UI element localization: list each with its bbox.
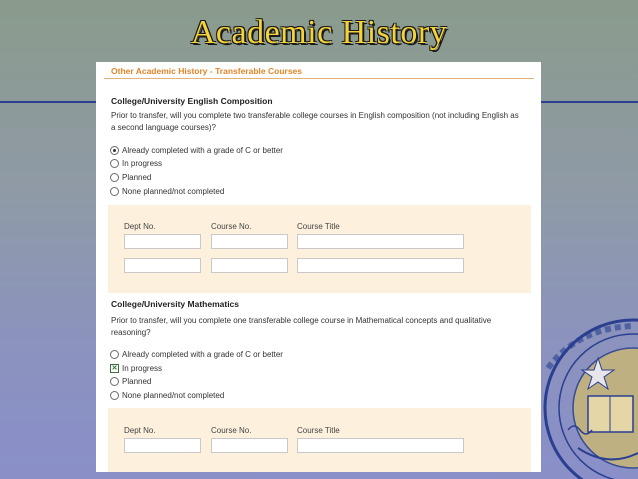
- col-label-dept: Dept No.: [124, 426, 156, 435]
- col-label-dept: Dept No.: [124, 222, 156, 231]
- panel-header: Other Academic History - Transferable Courses: [111, 66, 303, 76]
- option-label: Planned: [122, 172, 152, 182]
- option-math-in-progress[interactable]: [110, 362, 162, 374]
- radio-icon[interactable]: [110, 159, 119, 168]
- course-title-input[interactable]: [297, 438, 464, 453]
- section-title-math: College/University Mathematics: [111, 299, 240, 309]
- option-math-planned[interactable]: [110, 375, 151, 387]
- radio-icon[interactable]: [110, 173, 119, 182]
- dept-no-input[interactable]: [124, 438, 201, 453]
- dept-no-input[interactable]: [124, 234, 201, 249]
- option-english-planned[interactable]: [110, 171, 151, 183]
- course-entry-box-english: [108, 205, 531, 293]
- course-no-input[interactable]: [211, 438, 288, 453]
- option-english-in-progress[interactable]: [110, 157, 162, 169]
- col-label-course-no: Course No.: [211, 222, 252, 231]
- option-label: None planned/not completed: [122, 186, 225, 196]
- option-label: None planned/not completed: [122, 390, 225, 400]
- course-title-input[interactable]: [297, 258, 464, 273]
- radio-icon[interactable]: [110, 187, 119, 196]
- option-english-completed[interactable]: [110, 144, 283, 156]
- option-english-none[interactable]: [110, 185, 224, 197]
- option-label: Already completed with a grade of C or better: [122, 145, 283, 155]
- panel-header-divider: [104, 78, 534, 79]
- title-rule-right: [541, 101, 638, 103]
- title-rule-left: [0, 101, 96, 103]
- slide-title: Academic History: [190, 14, 448, 51]
- checkbox-icon[interactable]: ✕: [111, 364, 118, 372]
- course-entry-box-math: [108, 408, 531, 472]
- radio-icon[interactable]: [110, 377, 119, 386]
- option-label: Already completed with a grade of C or better: [122, 349, 283, 359]
- question-math: Prior to transfer, will you complete one transferable college course in Mathematical concepts and qualitative reasoning?: [111, 316, 492, 337]
- radio-icon[interactable]: [110, 146, 119, 155]
- question-english: Prior to transfer, will you complete two transferable college courses in English composition (not including English as a second language courses)?: [111, 111, 519, 132]
- option-label: In progress: [122, 363, 163, 373]
- university-seal-icon: [538, 318, 638, 479]
- col-label-course-title: Course Title: [297, 222, 340, 231]
- option-math-none[interactable]: [110, 389, 224, 401]
- course-no-input[interactable]: [211, 234, 288, 249]
- dept-no-input[interactable]: [124, 258, 201, 273]
- col-label-course-no: Course No.: [211, 426, 252, 435]
- radio-icon[interactable]: [110, 350, 119, 359]
- option-label: Planned: [122, 376, 152, 386]
- course-title-input[interactable]: [297, 234, 464, 249]
- option-math-completed[interactable]: [110, 348, 283, 360]
- form-panel: [96, 62, 541, 472]
- course-no-input[interactable]: [211, 258, 288, 273]
- option-label: In progress: [122, 158, 163, 168]
- col-label-course-title: Course Title: [297, 426, 340, 435]
- section-title-english: College/University English Composition: [111, 96, 273, 106]
- radio-icon[interactable]: [110, 391, 119, 400]
